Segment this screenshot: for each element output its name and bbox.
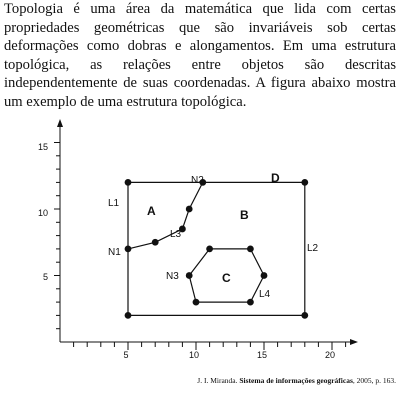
vertex-point — [261, 272, 268, 279]
vertex-point — [125, 312, 132, 319]
region-label-b: B — [240, 208, 249, 222]
vertex-point — [125, 246, 132, 253]
vertex-point — [301, 312, 308, 319]
y-axis — [57, 119, 63, 342]
vertex-point — [247, 299, 254, 306]
line-label-l1: L1 — [108, 198, 120, 209]
line-label-l4: L4 — [259, 289, 271, 300]
region-label-a: A — [147, 204, 156, 218]
figure-caption — [197, 376, 396, 385]
caption-title: Sistema de informações geográficas — [239, 376, 353, 385]
vertex-point — [152, 239, 159, 246]
x-tick-20: 20 — [324, 350, 336, 360]
vertex-point — [206, 246, 213, 253]
vertex-point — [247, 246, 254, 253]
x-tick-5: 5 — [123, 350, 129, 360]
y-tick-10: 10 — [37, 208, 48, 218]
line-label-l3: L3 — [170, 229, 182, 240]
x-tick-10: 10 — [188, 350, 200, 360]
vertex-point — [186, 206, 193, 213]
region-label-c: C — [222, 271, 231, 285]
x-tick-15: 15 — [256, 350, 268, 360]
axis-ticks — [54, 143, 346, 351]
line-label-l2: L2 — [307, 243, 319, 254]
topology-figure — [0, 118, 400, 373]
node-label-n1: N1 — [108, 247, 121, 258]
paragraph-text: Topologia é uma área da matemática que lida com certas propriedades geométricas que são invariáveis sob certas deformações como dobras e alongamentos. Em uma estrutura topológica, as relações entre objetos são descritas independentemente de suas coordenadas. A figura abaixo mostra um exemplo de uma estrutura topológica. — [4, 1, 396, 110]
caption-author: J. I. Miranda. — [197, 376, 238, 385]
vertex-point — [193, 299, 200, 306]
y-tick-5: 5 — [42, 272, 48, 282]
y-tick-15: 15 — [37, 142, 48, 152]
node-label-n2: N2 — [191, 175, 204, 186]
x-axis — [60, 339, 358, 345]
vertex-point — [125, 179, 132, 186]
caption-details: , 2005, p. 163. — [352, 376, 396, 385]
region-label-d: D — [271, 171, 280, 185]
node-label-n3: N3 — [166, 271, 179, 282]
vertex-point — [301, 179, 308, 186]
vertex-point — [186, 272, 193, 279]
arc-n1-n2 — [128, 182, 203, 249]
